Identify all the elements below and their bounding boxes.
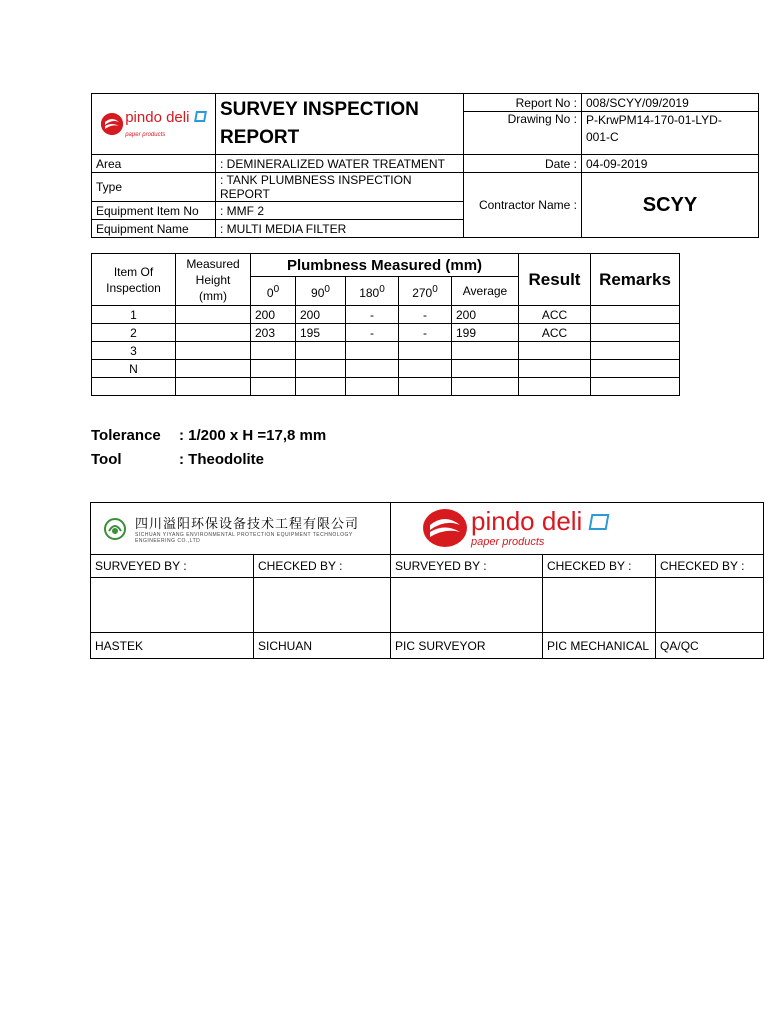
d270-cell bbox=[399, 342, 452, 360]
area-value: : DEMINERALIZED WATER TREATMENT bbox=[216, 155, 464, 173]
result-cell bbox=[519, 342, 591, 360]
deg-180-text: 180 bbox=[359, 285, 380, 300]
signature-table bbox=[90, 502, 764, 659]
degree-sup: 0 bbox=[379, 283, 385, 295]
logo-sub-text: paper products bbox=[125, 131, 166, 138]
d0-cell bbox=[251, 342, 296, 360]
type-label: Type bbox=[92, 173, 216, 202]
type-value: : TANK PLUMBNESS INSPECTION REPORT bbox=[216, 173, 464, 202]
equip-name-value: : MULTI MEDIA FILTER bbox=[216, 220, 464, 238]
deg-270-text: 270 bbox=[412, 285, 433, 300]
checked-by-label: CHECKED BY : bbox=[254, 555, 391, 578]
tool-label: Tool bbox=[91, 451, 122, 468]
logo-brand-text: pindo deli bbox=[125, 108, 190, 126]
deg-0-header bbox=[251, 277, 296, 306]
deg-90-header bbox=[296, 277, 346, 306]
signature-box[interactable] bbox=[91, 578, 254, 633]
remarks-cell bbox=[591, 378, 680, 396]
signature-box[interactable] bbox=[656, 578, 764, 633]
item-cell bbox=[92, 378, 176, 396]
avg-cell bbox=[452, 378, 519, 396]
leaf-icon bbox=[588, 514, 609, 530]
drawing-no-line2: 001-C bbox=[586, 130, 619, 144]
contractor-emblem-icon bbox=[103, 517, 127, 541]
table-row bbox=[92, 324, 680, 342]
plumbness-table bbox=[91, 253, 680, 396]
average-header: Average bbox=[452, 277, 519, 306]
d90-cell: 195 bbox=[296, 324, 346, 342]
checked-by-label: CHECKED BY : bbox=[543, 555, 656, 578]
degree-sup: 0 bbox=[273, 283, 280, 295]
remarks-cell bbox=[591, 342, 680, 360]
d180-cell: - bbox=[346, 324, 399, 342]
report-no-label: Report No : bbox=[464, 94, 582, 112]
plumbness-measured-header: Plumbness Measured (mm) bbox=[251, 254, 519, 277]
drawing-no-value bbox=[582, 112, 759, 155]
tool-value: : Theodolite bbox=[179, 451, 264, 468]
item-of-text: Item Of bbox=[113, 264, 154, 279]
contractor-company-name-en: SICHUAN YIYANG ENVIRONMENTAL PROTECTION EQUIPMENT TECHNOLOGY ENGINEERING CO.,LTD bbox=[135, 532, 353, 544]
checked-by-label: CHECKED BY : bbox=[656, 555, 764, 578]
d0-cell: 203 bbox=[251, 324, 296, 342]
d0-cell bbox=[251, 360, 296, 378]
sichuan-yiyang-logo bbox=[95, 513, 386, 544]
contractor-label: Contractor Name : bbox=[464, 173, 582, 238]
pindo-brand-text: pindo deli bbox=[471, 505, 583, 536]
pindo-deli-logo-large bbox=[423, 505, 608, 548]
drawing-no-label: Drawing No : bbox=[464, 112, 582, 155]
result-cell bbox=[519, 378, 591, 396]
surveyed-by-label: SURVEYED BY : bbox=[391, 555, 543, 578]
d90-cell: 200 bbox=[296, 306, 346, 324]
remarks-cell bbox=[591, 324, 680, 342]
d270-cell bbox=[399, 378, 452, 396]
item-cell: 3 bbox=[92, 342, 176, 360]
deg-270-header bbox=[399, 277, 452, 306]
remarks-cell bbox=[591, 306, 680, 324]
result-cell: ACC bbox=[519, 306, 591, 324]
height-text: Height bbox=[195, 272, 231, 287]
title-line2: REPORT bbox=[220, 127, 300, 148]
contractor-company-name-cn: 四川溢阳环保设备技术工程有限公司 bbox=[135, 517, 360, 532]
height-cell bbox=[176, 378, 251, 396]
d90-cell bbox=[296, 342, 346, 360]
report-title bbox=[216, 94, 464, 155]
measured-height-header bbox=[176, 254, 251, 306]
tool-line bbox=[91, 451, 264, 468]
contractor-logo-cell bbox=[91, 503, 391, 555]
avg-cell: 200 bbox=[452, 306, 519, 324]
d0-cell: 200 bbox=[251, 306, 296, 324]
item-cell: 2 bbox=[92, 324, 176, 342]
result-header: Result bbox=[519, 254, 591, 306]
pindo-sub-text: paper products bbox=[471, 535, 545, 548]
signature-box[interactable] bbox=[254, 578, 391, 633]
d180-cell bbox=[346, 342, 399, 360]
signature-box[interactable] bbox=[543, 578, 656, 633]
report-no-value: 008/SCYY/09/2019 bbox=[582, 94, 759, 112]
equip-item-label: Equipment Item No bbox=[92, 202, 216, 220]
d180-cell bbox=[346, 360, 399, 378]
degree-sup: 0 bbox=[324, 283, 330, 295]
tolerance-label: Tolerance bbox=[91, 427, 161, 444]
company-logo-cell bbox=[92, 94, 216, 155]
measured-text: Measured bbox=[186, 256, 240, 271]
deg-90-text: 90 bbox=[311, 285, 325, 300]
leaf-icon bbox=[194, 111, 207, 122]
remarks-cell bbox=[591, 360, 680, 378]
date-label: Date : bbox=[464, 155, 582, 173]
d270-cell: - bbox=[399, 306, 452, 324]
equip-name-label: Equipment Name bbox=[92, 220, 216, 238]
avg-cell bbox=[452, 360, 519, 378]
contractor-value: SCYY bbox=[582, 173, 759, 238]
pindo-deli-logo-icon bbox=[101, 113, 123, 135]
signer-name: HASTEK bbox=[91, 633, 254, 659]
d180-cell bbox=[346, 378, 399, 396]
result-cell bbox=[519, 360, 591, 378]
title-line1: SURVEY INSPECTION bbox=[220, 99, 419, 120]
table-row bbox=[92, 360, 680, 378]
table-row bbox=[92, 378, 680, 396]
d270-cell: - bbox=[399, 324, 452, 342]
item-cell: 1 bbox=[92, 306, 176, 324]
deg-180-header bbox=[346, 277, 399, 306]
avg-cell: 199 bbox=[452, 324, 519, 342]
height-cell bbox=[176, 306, 251, 324]
mm-text: (mm) bbox=[199, 288, 227, 303]
d180-cell: - bbox=[346, 306, 399, 324]
inspection-text: Inspection bbox=[106, 280, 161, 295]
remarks-header: Remarks bbox=[591, 254, 680, 306]
signer-name: PIC MECHANICAL bbox=[543, 633, 656, 659]
table-row bbox=[92, 306, 680, 324]
degree-sup: 0 bbox=[432, 283, 438, 295]
tolerance-value: : 1/200 x H =17,8 mm bbox=[179, 427, 327, 444]
equip-item-value: : MMF 2 bbox=[216, 202, 464, 220]
report-header-table bbox=[91, 93, 759, 238]
signature-box[interactable] bbox=[391, 578, 543, 633]
d90-cell bbox=[296, 378, 346, 396]
pindo-deli-logo-icon bbox=[423, 509, 467, 547]
item-of-inspection-header bbox=[92, 254, 176, 306]
d270-cell bbox=[399, 360, 452, 378]
avg-cell bbox=[452, 342, 519, 360]
height-cell bbox=[176, 324, 251, 342]
d90-cell bbox=[296, 360, 346, 378]
tolerance-line bbox=[91, 427, 326, 444]
signer-name: QA/QC bbox=[656, 633, 764, 659]
area-label: Area bbox=[92, 155, 216, 173]
height-cell bbox=[176, 360, 251, 378]
drawing-no-line1: P-KrwPM14-170-01-LYD- bbox=[586, 113, 722, 127]
table-row bbox=[92, 342, 680, 360]
owner-logo-cell bbox=[391, 503, 764, 555]
result-cell: ACC bbox=[519, 324, 591, 342]
height-cell bbox=[176, 342, 251, 360]
d0-cell bbox=[251, 378, 296, 396]
surveyed-by-label: SURVEYED BY : bbox=[91, 555, 254, 578]
signer-name: SICHUAN bbox=[254, 633, 391, 659]
signer-name: PIC SURVEYOR bbox=[391, 633, 543, 659]
pindo-deli-logo bbox=[101, 110, 206, 139]
deg-0-text: 0 bbox=[266, 285, 274, 300]
date-value: 04-09-2019 bbox=[582, 155, 759, 173]
item-cell: N bbox=[92, 360, 176, 378]
